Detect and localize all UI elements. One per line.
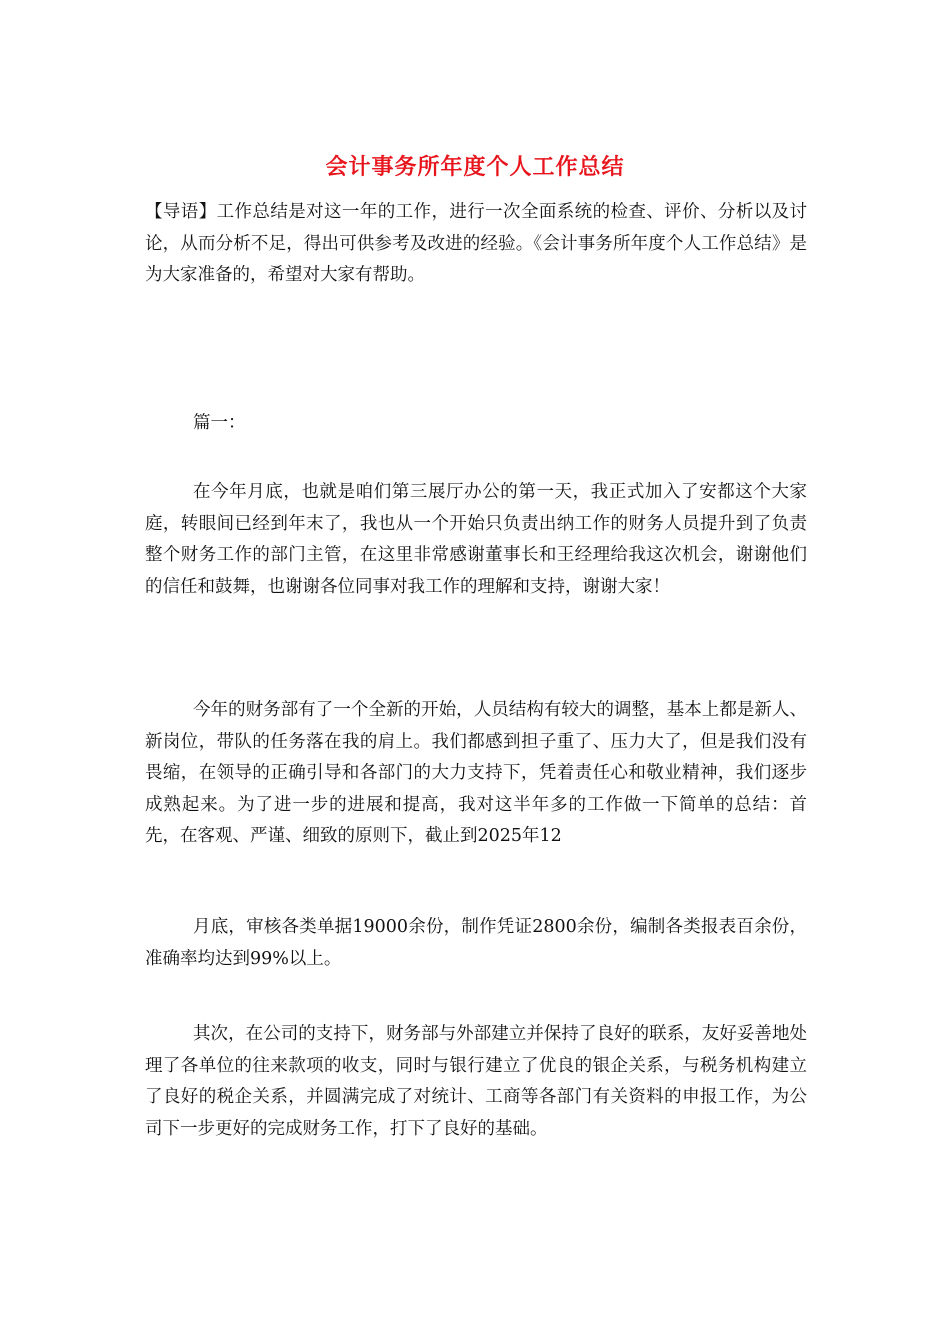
body-paragraph: 在今年月底，也就是咱们第三展厅办公的第一天，我正式加入了安都这个大家庭，转眼间已经到年末了，我也从一个开始只负责出纳工作的财务人员提升到了负责整个财务工作的部门主管，在这里非常感谢董事长和王经理给我这次机会，谢谢他们的信任和鼓舞，也谢谢各位同事对我工作的理解和支持，谢谢大家！ [145,482,807,597]
document-title: 会计事务所年度个人工作总结 [325,154,625,180]
intro-paragraph: 【导语】工作总结是对这一年的工作，进行一次全面系统的检查、评价、分析以及讨论，从而分析不足，得出可供参考及改进的经验。《会计事务所年度个人工作总结》是为大家准备的，希望对大家有帮助。 [145,202,807,285]
body-paragraph: 月底，审核各类单据19000余份，制作凭证2800余份，编制各类报表百余份，准确率均达到99%以上。 [145,917,807,969]
body-paragraph: 今年的财务部有了一个全新的开始，人员结构有较大的调整，基本上都是新人、新岗位，带队的任务落在我的肩上。我们都感到担子重了、压力大了，但是我们没有畏缩，在领导的正确引导和各部门的大力支持下，凭着责任心和敬业精神，我们逐步成熟起来。为了进一步的进展和提高，我对这半年多的工作做一下简单的总结：首先，在客观、严谨、细致的原则下，截止到2025年12 [145,700,807,846]
section-heading: 篇一： [193,413,246,433]
body-paragraph: 其次，在公司的支持下，财务部与外部建立并保持了良好的联系，友好妥善地处理了各单位的往来款项的收支，同时与银行建立了优良的银企关系，与税务机构建立了良好的税企关系，并圆满完成了对统计、工商等各部门有关资料的申报工作，为公司下一步更好的完成财务工作，打下了良好的基础。 [145,1024,807,1139]
